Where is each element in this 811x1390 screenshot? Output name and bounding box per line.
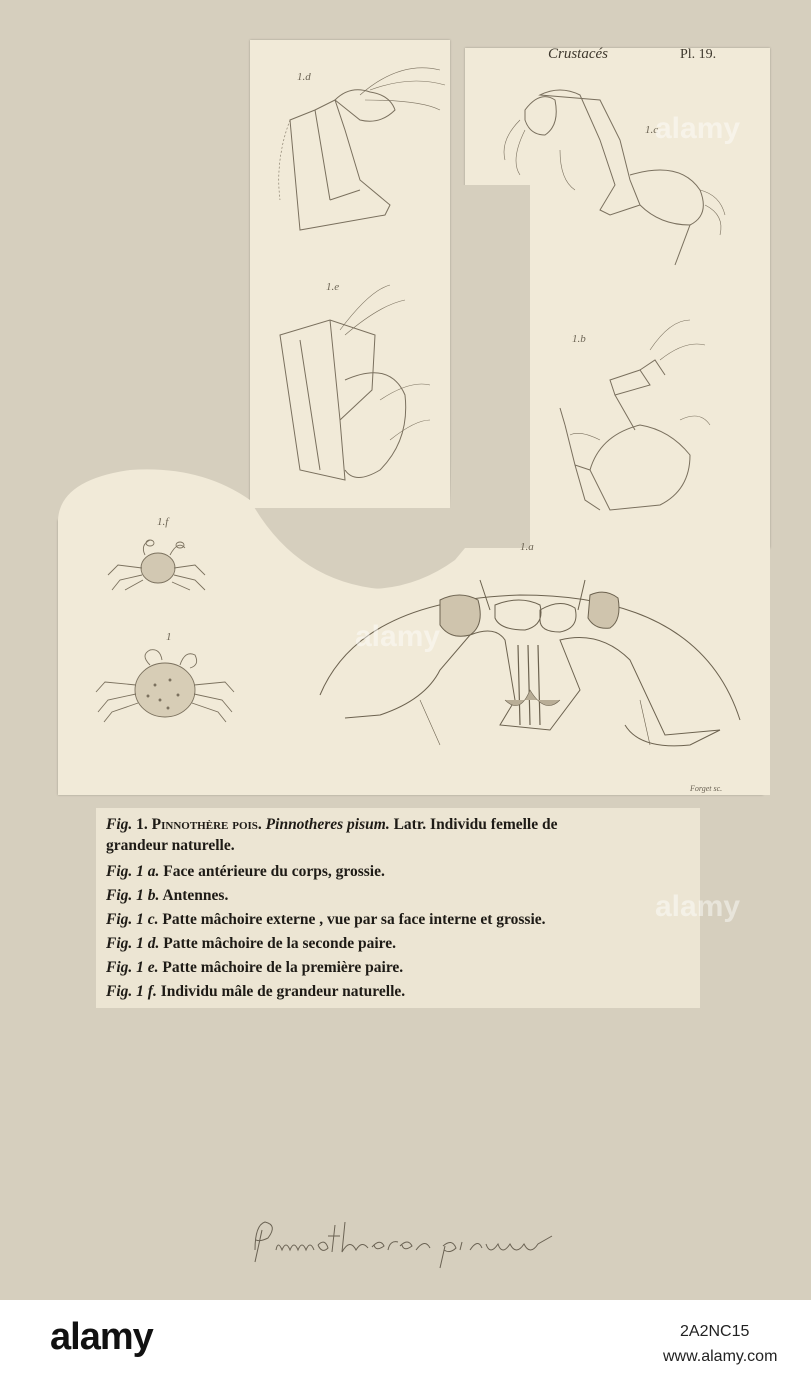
caption-text: Patte mâchoire de la première paire. [162, 959, 404, 976]
caption-text: Antennes. [162, 887, 229, 904]
caption-text: Individu mâle de grandeur naturelle. [160, 983, 406, 1000]
caption-fig-tag: Fig. [106, 863, 133, 880]
alamy-logo: alamy [50, 1316, 153, 1358]
caption-line-4 [106, 887, 228, 905]
caption-fig-tag: Fig. [106, 935, 133, 952]
caption-text: Patte mâchoire externe , vue par sa face interne et grossie. [162, 911, 546, 928]
caption-fig-number: 1. [136, 816, 148, 833]
caption-species-latin: Pinnotheres pisum. [265, 816, 390, 833]
caption-fig-tag: Fig. [106, 816, 133, 833]
label-fig-1d: 1.d [297, 71, 311, 83]
engraver-credit: Forget sc. [690, 784, 723, 793]
watermark-url: www.alamy.com [663, 1348, 778, 1365]
caption-line-7 [106, 959, 403, 977]
caption-line-3 [106, 863, 385, 881]
overlay-watermark: alamy [355, 620, 441, 653]
handwritten-signature [255, 1222, 552, 1268]
caption-fig-number: 1 f. [136, 983, 157, 1000]
caption-fig-number: 1 c. [136, 911, 159, 928]
caption-line-6 [106, 935, 396, 953]
overlay-watermark: alamy [655, 112, 741, 145]
caption-species-common: Pinnothère pois. [151, 816, 262, 833]
caption-text: Face antérieure du corps, grossie. [163, 863, 385, 880]
overlay-watermark: alamy [655, 890, 741, 923]
caption-fig-tag: Fig. [106, 911, 133, 928]
label-fig-1e: 1.e [326, 281, 340, 293]
caption-text: grandeur naturelle. [106, 837, 235, 854]
label-fig-1f: 1.f [157, 516, 169, 528]
caption-panel [96, 808, 700, 1008]
label-fig-1c: 1.c [645, 124, 659, 136]
caption-fig-tag: Fig. [106, 887, 133, 904]
label-fig-1: 1 [166, 631, 172, 643]
plate-number: Pl. 19. [680, 47, 717, 62]
caption-fig-number: 1 a. [136, 863, 160, 880]
caption-line-2 [106, 837, 235, 855]
caption-line-1 [106, 816, 558, 834]
cutout-fig-1d-body [250, 40, 450, 508]
caption-fig-tag: Fig. [106, 983, 133, 1000]
label-fig-1a: 1.a [520, 541, 534, 553]
caption-fig-number: 1 e. [136, 959, 159, 976]
caption-line-8 [106, 983, 405, 1001]
caption-fig-number: 1 b. [136, 887, 160, 904]
caption-line-5 [106, 911, 546, 929]
caption-text: Latr. Individu femelle de [393, 816, 558, 833]
caption-text: Patte mâchoire de la seconde paire. [163, 935, 397, 952]
label-fig-1b: 1.b [572, 333, 586, 345]
caption-fig-number: 1 d. [136, 935, 160, 952]
image-id: 2A2NC15 [680, 1323, 750, 1340]
caption-fig-tag: Fig. [106, 959, 133, 976]
plate-header-title: Crustacés [548, 46, 608, 62]
